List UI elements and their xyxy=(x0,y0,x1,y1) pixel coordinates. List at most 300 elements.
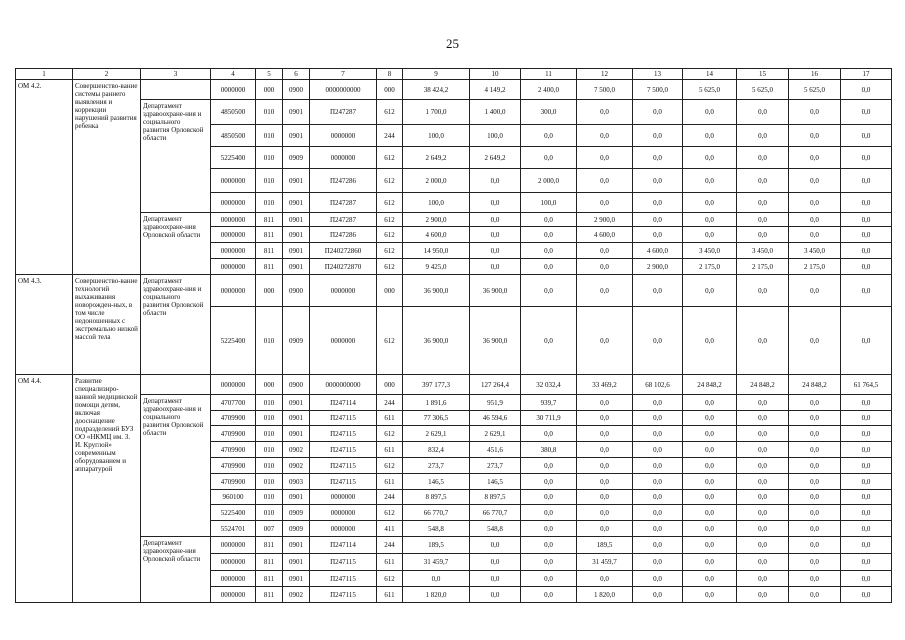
year-2013-cell: 0,0 xyxy=(470,193,521,213)
kbk-5-cell: 611 xyxy=(377,411,403,426)
kbk-1-cell: 4707700 xyxy=(211,395,256,411)
kbk-3-cell: 0901 xyxy=(283,227,310,243)
year-2014-cell: 2 000,0 xyxy=(521,169,577,193)
column-header-8: 8 xyxy=(377,69,403,80)
kbk-5-cell: 411 xyxy=(377,521,403,537)
kbk-3-cell: 0901 xyxy=(283,411,310,426)
year-2014-cell: 0,0 xyxy=(521,587,577,603)
year-2018-cell: 0,0 xyxy=(737,307,789,375)
year-2018-cell: 0,0 xyxy=(737,521,789,537)
kbk-4-cell: 0000000 xyxy=(310,505,377,521)
kbk-5-cell: 612 xyxy=(377,147,403,169)
year-2014-cell: 0,0 xyxy=(521,426,577,442)
year-2020-cell: 0,0 xyxy=(841,80,892,100)
year-2018-cell: 0,0 xyxy=(737,537,789,554)
year-2018-cell: 0,0 xyxy=(737,505,789,521)
column-header-4: 4 xyxy=(211,69,256,80)
total-cell: 397 177,3 xyxy=(403,375,470,395)
kbk-4-cell: 0000000 xyxy=(310,490,377,505)
year-2020-cell: 0,0 xyxy=(841,259,892,275)
year-2019-cell: 0,0 xyxy=(789,125,841,147)
kbk-3-cell: 0909 xyxy=(283,147,310,169)
kbk-5-cell: 612 xyxy=(377,169,403,193)
year-2018-cell: 0,0 xyxy=(737,490,789,505)
kbk-3-cell: 0901 xyxy=(283,125,310,147)
year-2017-cell: 5 625,0 xyxy=(683,80,737,100)
kbk-2-cell: 010 xyxy=(256,411,283,426)
year-2015-cell: 189,5 xyxy=(577,537,633,554)
year-2015-cell: 2 900,0 xyxy=(577,213,633,227)
kbk-5-cell: 244 xyxy=(377,125,403,147)
year-2020-cell: 0,0 xyxy=(841,442,892,458)
year-2013-cell: 548,8 xyxy=(470,521,521,537)
measure-name: Развитие специализиро-ванной медицинской помощи детям, включая дооснащение подразделений БУЗ ОО «НКМЦ им. З. И. Круглой» современным оборудованием и аппаратурой xyxy=(73,375,141,603)
year-2016-cell: 0,0 xyxy=(633,426,683,442)
year-2020-cell: 0,0 xyxy=(841,307,892,375)
kbk-4-cell: П247286 xyxy=(310,227,377,243)
year-2013-cell: 0,0 xyxy=(470,243,521,259)
total-cell: 189,5 xyxy=(403,537,470,554)
year-2016-cell: 0,0 xyxy=(633,442,683,458)
year-2017-cell: 0,0 xyxy=(683,411,737,426)
kbk-1-cell: 0000000 xyxy=(211,554,256,571)
total-cell: 273,7 xyxy=(403,458,470,474)
kbk-4-cell: 0000000 xyxy=(310,125,377,147)
year-2017-cell: 0,0 xyxy=(683,125,737,147)
year-2014-cell: 0,0 xyxy=(521,521,577,537)
total-cell: 77 306,5 xyxy=(403,411,470,426)
year-2017-cell: 0,0 xyxy=(683,474,737,490)
year-2013-cell: 0,0 xyxy=(470,213,521,227)
year-2020-cell: 0,0 xyxy=(841,474,892,490)
year-2019-cell: 3 450,0 xyxy=(789,243,841,259)
year-2013-cell: 951,9 xyxy=(470,395,521,411)
year-2013-cell: 100,0 xyxy=(470,125,521,147)
kbk-3-cell: 0901 xyxy=(283,243,310,259)
year-2019-cell: 0,0 xyxy=(789,227,841,243)
year-2016-cell: 0,0 xyxy=(633,505,683,521)
total-cell: 14 950,0 xyxy=(403,243,470,259)
year-2014-cell: 0,0 xyxy=(521,490,577,505)
year-2020-cell: 0,0 xyxy=(841,537,892,554)
kbk-4-cell: 0000000000 xyxy=(310,80,377,100)
kbk-5-cell: 612 xyxy=(377,259,403,275)
kbk-2-cell: 010 xyxy=(256,193,283,213)
kbk-1-cell: 0000000 xyxy=(211,243,256,259)
column-header-17: 17 xyxy=(841,69,892,80)
kbk-1-cell: 0000000 xyxy=(211,275,256,307)
year-2018-cell: 24 848,2 xyxy=(737,375,789,395)
year-2019-cell: 0,0 xyxy=(789,275,841,307)
kbk-4-cell: 0000000 xyxy=(310,521,377,537)
year-2015-cell: 0,0 xyxy=(577,458,633,474)
executor-cell: Департамент здравоохране-ния и социального развития Орловской области xyxy=(141,100,211,213)
executor-cell: Департамент здравоохране-ния и социального развития Орловской области xyxy=(141,275,211,375)
kbk-4-cell: П247115 xyxy=(310,587,377,603)
year-2020-cell: 0,0 xyxy=(841,227,892,243)
kbk-1-cell: 5225400 xyxy=(211,505,256,521)
column-header-10: 10 xyxy=(470,69,521,80)
kbk-4-cell: 0000000000 xyxy=(310,375,377,395)
year-2013-cell: 0,0 xyxy=(470,227,521,243)
year-2020-cell: 0,0 xyxy=(841,458,892,474)
kbk-4-cell: П247114 xyxy=(310,537,377,554)
year-2018-cell: 0,0 xyxy=(737,169,789,193)
year-2014-cell: 380,8 xyxy=(521,442,577,458)
year-2020-cell: 0,0 xyxy=(841,505,892,521)
kbk-2-cell: 811 xyxy=(256,259,283,275)
kbk-5-cell: 611 xyxy=(377,587,403,603)
year-2017-cell: 0,0 xyxy=(683,587,737,603)
year-2015-cell: 0,0 xyxy=(577,147,633,169)
column-header-6: 6 xyxy=(283,69,310,80)
kbk-2-cell: 007 xyxy=(256,521,283,537)
kbk-3-cell: 0909 xyxy=(283,521,310,537)
year-2020-cell: 0,0 xyxy=(841,193,892,213)
year-2014-cell: 0,0 xyxy=(521,259,577,275)
year-2014-cell: 939,7 xyxy=(521,395,577,411)
year-2015-cell: 0,0 xyxy=(577,259,633,275)
year-2013-cell: 0,0 xyxy=(470,169,521,193)
table-row xyxy=(16,275,892,307)
year-2020-cell: 0,0 xyxy=(841,411,892,426)
year-2013-cell: 2 629,1 xyxy=(470,426,521,442)
kbk-3-cell: 0901 xyxy=(283,169,310,193)
measure-code: ОМ 4.4. xyxy=(16,375,73,603)
year-2015-cell: 0,0 xyxy=(577,521,633,537)
year-2016-cell: 0,0 xyxy=(633,227,683,243)
kbk-2-cell: 010 xyxy=(256,426,283,442)
year-2017-cell: 0,0 xyxy=(683,100,737,125)
year-2018-cell: 0,0 xyxy=(737,426,789,442)
kbk-1-cell: 4709900 xyxy=(211,442,256,458)
year-2013-cell: 46 594,6 xyxy=(470,411,521,426)
kbk-2-cell: 811 xyxy=(256,213,283,227)
executor-cell: Департамент здравоохране-ния и социального развития Орловской области xyxy=(141,395,211,537)
year-2020-cell: 0,0 xyxy=(841,169,892,193)
total-cell: 36 900,0 xyxy=(403,307,470,375)
year-2016-cell: 0,0 xyxy=(633,458,683,474)
year-2014-cell: 0,0 xyxy=(521,275,577,307)
year-2017-cell: 0,0 xyxy=(683,395,737,411)
year-2020-cell: 0,0 xyxy=(841,426,892,442)
year-2018-cell: 0,0 xyxy=(737,571,789,587)
table-row xyxy=(16,213,892,227)
year-2014-cell: 0,0 xyxy=(521,125,577,147)
kbk-1-cell: 0000000 xyxy=(211,80,256,100)
year-2016-cell: 2 900,0 xyxy=(633,259,683,275)
year-2018-cell: 0,0 xyxy=(737,411,789,426)
year-2013-cell: 451,6 xyxy=(470,442,521,458)
column-header-3: 3 xyxy=(141,69,211,80)
column-header-15: 15 xyxy=(737,69,789,80)
year-2015-cell: 0,0 xyxy=(577,307,633,375)
year-2017-cell: 0,0 xyxy=(683,227,737,243)
kbk-4-cell: П247114 xyxy=(310,395,377,411)
year-2017-cell: 3 450,0 xyxy=(683,243,737,259)
year-2016-cell: 0,0 xyxy=(633,395,683,411)
year-2014-cell: 32 032,4 xyxy=(521,375,577,395)
kbk-4-cell: П247287 xyxy=(310,213,377,227)
kbk-5-cell: 244 xyxy=(377,395,403,411)
total-cell: 31 459,7 xyxy=(403,554,470,571)
year-2018-cell: 0,0 xyxy=(737,458,789,474)
year-2013-cell: 36 900,0 xyxy=(470,307,521,375)
kbk-4-cell: П247115 xyxy=(310,458,377,474)
total-cell: 2 000,0 xyxy=(403,169,470,193)
kbk-5-cell: 000 xyxy=(377,375,403,395)
kbk-1-cell: 4709900 xyxy=(211,411,256,426)
year-2019-cell: 0,0 xyxy=(789,426,841,442)
year-2016-cell: 0,0 xyxy=(633,307,683,375)
year-2017-cell: 0,0 xyxy=(683,490,737,505)
year-2018-cell: 0,0 xyxy=(737,442,789,458)
total-cell: 1 891,6 xyxy=(403,395,470,411)
kbk-4-cell: П247115 xyxy=(310,442,377,458)
year-2019-cell: 0,0 xyxy=(789,490,841,505)
year-2019-cell: 0,0 xyxy=(789,521,841,537)
measure-name: Совершенство-вание технологий выхаживания новорожден-ных, в том числе недоношенных с экстремально низкой массой тела xyxy=(73,275,141,375)
year-2014-cell: 100,0 xyxy=(521,193,577,213)
year-2014-cell: 0,0 xyxy=(521,554,577,571)
year-2014-cell: 0,0 xyxy=(521,571,577,587)
year-2016-cell: 7 500,0 xyxy=(633,80,683,100)
year-2017-cell: 0,0 xyxy=(683,442,737,458)
kbk-3-cell: 0909 xyxy=(283,505,310,521)
year-2016-cell: 0,0 xyxy=(633,521,683,537)
year-2014-cell: 0,0 xyxy=(521,213,577,227)
total-cell: 2 900,0 xyxy=(403,213,470,227)
kbk-3-cell: 0901 xyxy=(283,554,310,571)
year-2020-cell: 0,0 xyxy=(841,395,892,411)
year-2013-cell: 1 400,0 xyxy=(470,100,521,125)
year-2013-cell: 273,7 xyxy=(470,458,521,474)
executor-cell xyxy=(141,375,211,395)
year-2013-cell: 2 649,2 xyxy=(470,147,521,169)
year-2015-cell: 7 500,0 xyxy=(577,80,633,100)
kbk-3-cell: 0900 xyxy=(283,375,310,395)
year-2013-cell: 8 897,5 xyxy=(470,490,521,505)
kbk-3-cell: 0901 xyxy=(283,426,310,442)
year-2017-cell: 0,0 xyxy=(683,147,737,169)
year-2014-cell: 0,0 xyxy=(521,227,577,243)
kbk-1-cell: 5225400 xyxy=(211,147,256,169)
kbk-1-cell: 0000000 xyxy=(211,537,256,554)
year-2019-cell: 0,0 xyxy=(789,554,841,571)
executor-cell xyxy=(141,80,211,100)
year-2015-cell: 0,0 xyxy=(577,490,633,505)
year-2014-cell: 0,0 xyxy=(521,307,577,375)
year-2018-cell: 0,0 xyxy=(737,193,789,213)
year-2016-cell: 0,0 xyxy=(633,100,683,125)
kbk-2-cell: 010 xyxy=(256,474,283,490)
kbk-5-cell: 000 xyxy=(377,275,403,307)
year-2016-cell: 0,0 xyxy=(633,474,683,490)
year-2014-cell: 2 400,0 xyxy=(521,80,577,100)
table-row xyxy=(16,395,892,411)
kbk-3-cell: 0902 xyxy=(283,442,310,458)
year-2020-cell: 0,0 xyxy=(841,554,892,571)
total-cell: 9 425,0 xyxy=(403,259,470,275)
year-2017-cell: 2 175,0 xyxy=(683,259,737,275)
year-2019-cell: 0,0 xyxy=(789,537,841,554)
budget-table xyxy=(15,68,892,603)
kbk-5-cell: 612 xyxy=(377,426,403,442)
total-cell: 1 700,0 xyxy=(403,100,470,125)
kbk-2-cell: 811 xyxy=(256,227,283,243)
kbk-2-cell: 000 xyxy=(256,80,283,100)
kbk-2-cell: 010 xyxy=(256,307,283,375)
year-2015-cell: 0,0 xyxy=(577,100,633,125)
kbk-1-cell: 0000000 xyxy=(211,375,256,395)
kbk-3-cell: 0901 xyxy=(283,259,310,275)
measure-code: ОМ 4.3. xyxy=(16,275,73,375)
kbk-4-cell: 0000000 xyxy=(310,275,377,307)
year-2013-cell: 4 149,2 xyxy=(470,80,521,100)
kbk-5-cell: 612 xyxy=(377,227,403,243)
kbk-3-cell: 0903 xyxy=(283,474,310,490)
kbk-3-cell: 0901 xyxy=(283,537,310,554)
year-2015-cell: 0,0 xyxy=(577,125,633,147)
kbk-4-cell: П247115 xyxy=(310,426,377,442)
year-2015-cell: 0,0 xyxy=(577,442,633,458)
kbk-2-cell: 010 xyxy=(256,442,283,458)
year-2020-cell: 0,0 xyxy=(841,243,892,259)
kbk-3-cell: 0902 xyxy=(283,458,310,474)
year-2013-cell: 127 264,4 xyxy=(470,375,521,395)
kbk-5-cell: 612 xyxy=(377,458,403,474)
year-2015-cell: 0,0 xyxy=(577,505,633,521)
year-2014-cell: 0,0 xyxy=(521,243,577,259)
year-2020-cell: 0,0 xyxy=(841,125,892,147)
column-header-11: 11 xyxy=(521,69,577,80)
kbk-1-cell: 4709900 xyxy=(211,458,256,474)
measure-code: ОМ 4.2. xyxy=(16,80,73,275)
year-2019-cell: 2 175,0 xyxy=(789,259,841,275)
kbk-1-cell: 0000000 xyxy=(211,169,256,193)
table-row xyxy=(16,100,892,125)
kbk-4-cell: 0000000 xyxy=(310,147,377,169)
year-2016-cell: 0,0 xyxy=(633,213,683,227)
kbk-5-cell: 611 xyxy=(377,474,403,490)
kbk-2-cell: 000 xyxy=(256,375,283,395)
total-cell: 100,0 xyxy=(403,193,470,213)
year-2015-cell: 0,0 xyxy=(577,411,633,426)
year-2016-cell: 4 600,0 xyxy=(633,243,683,259)
year-2013-cell: 0,0 xyxy=(470,587,521,603)
year-2017-cell: 24 848,2 xyxy=(683,375,737,395)
kbk-4-cell: П240272860 xyxy=(310,243,377,259)
year-2016-cell: 0,0 xyxy=(633,554,683,571)
year-2017-cell: 0,0 xyxy=(683,169,737,193)
year-2014-cell: 0,0 xyxy=(521,537,577,554)
year-2016-cell: 0,0 xyxy=(633,490,683,505)
kbk-5-cell: 244 xyxy=(377,537,403,554)
table-row xyxy=(16,537,892,554)
kbk-1-cell: 960100 xyxy=(211,490,256,505)
kbk-1-cell: 4850500 xyxy=(211,125,256,147)
year-2015-cell: 0,0 xyxy=(577,169,633,193)
year-2020-cell: 0,0 xyxy=(841,587,892,603)
kbk-4-cell: П247115 xyxy=(310,411,377,426)
kbk-4-cell: П247286 xyxy=(310,169,377,193)
kbk-3-cell: 0901 xyxy=(283,571,310,587)
year-2014-cell: 0,0 xyxy=(521,458,577,474)
kbk-5-cell: 612 xyxy=(377,100,403,125)
kbk-5-cell: 612 xyxy=(377,571,403,587)
executor-cell: Департамент здравоохране-ния Орловской области xyxy=(141,537,211,603)
kbk-2-cell: 010 xyxy=(256,395,283,411)
column-header-9: 9 xyxy=(403,69,470,80)
year-2014-cell: 30 711,9 xyxy=(521,411,577,426)
kbk-2-cell: 811 xyxy=(256,587,283,603)
year-2019-cell: 0,0 xyxy=(789,100,841,125)
year-2016-cell: 0,0 xyxy=(633,193,683,213)
year-2018-cell: 0,0 xyxy=(737,395,789,411)
kbk-1-cell: 4709900 xyxy=(211,426,256,442)
year-2019-cell: 24 848,2 xyxy=(789,375,841,395)
kbk-5-cell: 244 xyxy=(377,490,403,505)
year-2013-cell: 36 900,0 xyxy=(470,275,521,307)
year-2017-cell: 0,0 xyxy=(683,275,737,307)
year-2017-cell: 0,0 xyxy=(683,521,737,537)
year-2019-cell: 0,0 xyxy=(789,474,841,490)
year-2017-cell: 0,0 xyxy=(683,307,737,375)
kbk-3-cell: 0900 xyxy=(283,80,310,100)
total-cell: 4 600,0 xyxy=(403,227,470,243)
total-cell: 1 820,0 xyxy=(403,587,470,603)
year-2017-cell: 0,0 xyxy=(683,458,737,474)
column-header-7: 7 xyxy=(310,69,377,80)
column-header-5: 5 xyxy=(256,69,283,80)
year-2018-cell: 0,0 xyxy=(737,213,789,227)
year-2019-cell: 0,0 xyxy=(789,587,841,603)
kbk-2-cell: 010 xyxy=(256,147,283,169)
year-2019-cell: 0,0 xyxy=(789,458,841,474)
year-2019-cell: 0,0 xyxy=(789,411,841,426)
column-header-1: 1 xyxy=(16,69,73,80)
year-2020-cell: 0,0 xyxy=(841,571,892,587)
kbk-5-cell: 612 xyxy=(377,505,403,521)
year-2018-cell: 0,0 xyxy=(737,275,789,307)
year-2020-cell: 0,0 xyxy=(841,275,892,307)
year-2016-cell: 68 102,6 xyxy=(633,375,683,395)
kbk-1-cell: 5225400 xyxy=(211,307,256,375)
year-2017-cell: 0,0 xyxy=(683,554,737,571)
kbk-2-cell: 010 xyxy=(256,169,283,193)
kbk-2-cell: 811 xyxy=(256,537,283,554)
year-2013-cell: 0,0 xyxy=(470,554,521,571)
year-2016-cell: 0,0 xyxy=(633,571,683,587)
total-cell: 2 649,2 xyxy=(403,147,470,169)
year-2013-cell: 0,0 xyxy=(470,537,521,554)
year-2014-cell: 0,0 xyxy=(521,147,577,169)
total-cell: 66 770,7 xyxy=(403,505,470,521)
year-2019-cell: 0,0 xyxy=(789,193,841,213)
kbk-3-cell: 0901 xyxy=(283,193,310,213)
kbk-4-cell: П247287 xyxy=(310,193,377,213)
column-header-13: 13 xyxy=(633,69,683,80)
total-cell: 832,4 xyxy=(403,442,470,458)
kbk-2-cell: 811 xyxy=(256,243,283,259)
kbk-1-cell: 0000000 xyxy=(211,227,256,243)
column-header-14: 14 xyxy=(683,69,737,80)
total-cell: 38 424,2 xyxy=(403,80,470,100)
year-2015-cell: 1 820,0 xyxy=(577,587,633,603)
kbk-3-cell: 0901 xyxy=(283,100,310,125)
year-2014-cell: 0,0 xyxy=(521,474,577,490)
year-2017-cell: 0,0 xyxy=(683,537,737,554)
